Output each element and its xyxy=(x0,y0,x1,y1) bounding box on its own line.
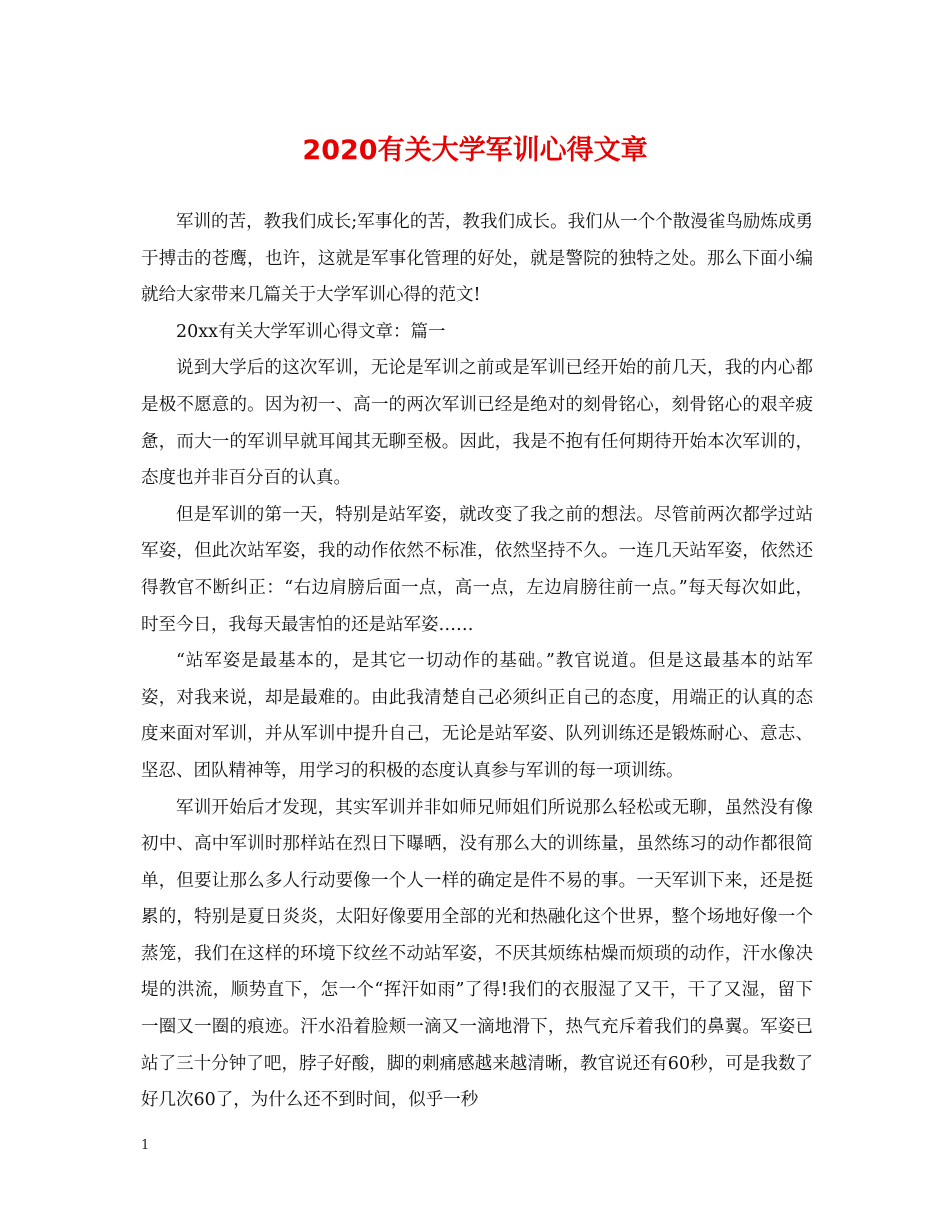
page-number: 1 xyxy=(141,1138,150,1153)
paragraph-intro: 军训的苦，教我们成长;军事化的苦，教我们成长。我们从一个个散漫雀鸟励炼成勇于搏击的苍鹰，也许，这就是军事化管理的好处，就是警院的独特之处。那么下面小编就给大家带来几篇关于大学军训心得的范文! xyxy=(141,212,813,306)
paragraph-section-heading: 20xx有关大学军训心得文章：篇一 xyxy=(176,321,446,342)
paragraph-body-3: “站军姿是最基本的，是其它一切动作的基础。”教官说道。但是这最基本的站军姿，对我来说，却是最难的。由此我清楚自己必须纠正自己的态度，用端正的认真的态度来面对军训，并从军训中提升自己，无论是站军姿、队列训练还是锻炼耐心、意志、坚忍、团队精神等，用学习的积极的态度认真参与军训的每一项训练。 xyxy=(141,651,813,781)
paragraph-body-1: 说到大学后的这次军训，无论是军训之前或是军训已经开始的前几天，我的内心都是极不愿意的。因为初一、高一的两次军训已经是绝对的刻骨铭心，刻骨铭心的艰辛疲惫，而大一的军训早就耳闻其无聊至极。因此，我是不抱有任何期待开始本次军训的，态度也并非百分百的认真。 xyxy=(141,358,813,489)
paragraph-body-4: 军训开始后才发现，其实军训并非如师兄师姐们所说那么轻松或无聊，虽然没有像初中、高中军训时那样站在烈日下曝晒，没有那么大的训练量，虽然练习的动作都很简单，但要让那么多人行动要像一个人一样的确定是件不易的事。一天军训下来，还是挺累的，特别是夏日炎炎，太阳好像要用全部的光和热融化这个世界，整个场地好像一个蒸笼，我们在这样的环境下纹丝不动站军姿，不厌其烦练枯燥而烦琐的动作，汗水像决堤的洪流，顺势直下，怎一个“挥汗如雨”了得!我们的衣服湿了又干，干了又湿，留下一圈又一圈的痕迹。汗水沿着脸颊一滴又一滴地滑下，热气充斥着我们的鼻翼。军姿已站了三十分钟了吧，脖子好酸，脚的刺痛感越来越清晰，教官说还有60秒，可是我数了好几次60了，为什么还不到时间，似乎一秒 xyxy=(141,797,813,1111)
paragraph-body-2: 但是军训的第一天，特别是站军姿，就改变了我之前的想法。尽管前两次都学过站军姿，但此次站军姿，我的动作依然不标准，依然坚持不久。一连几天站军姿，依然还得教官不断纠正：“右边肩膀后面一点，高一点，左边肩膀往前一点。”每天每次如此，时至今日，我每天最害怕的还是站军姿…… xyxy=(141,504,813,635)
document-body xyxy=(141,204,813,1119)
document-title: 2020有关大学军训心得文章 xyxy=(302,135,648,166)
